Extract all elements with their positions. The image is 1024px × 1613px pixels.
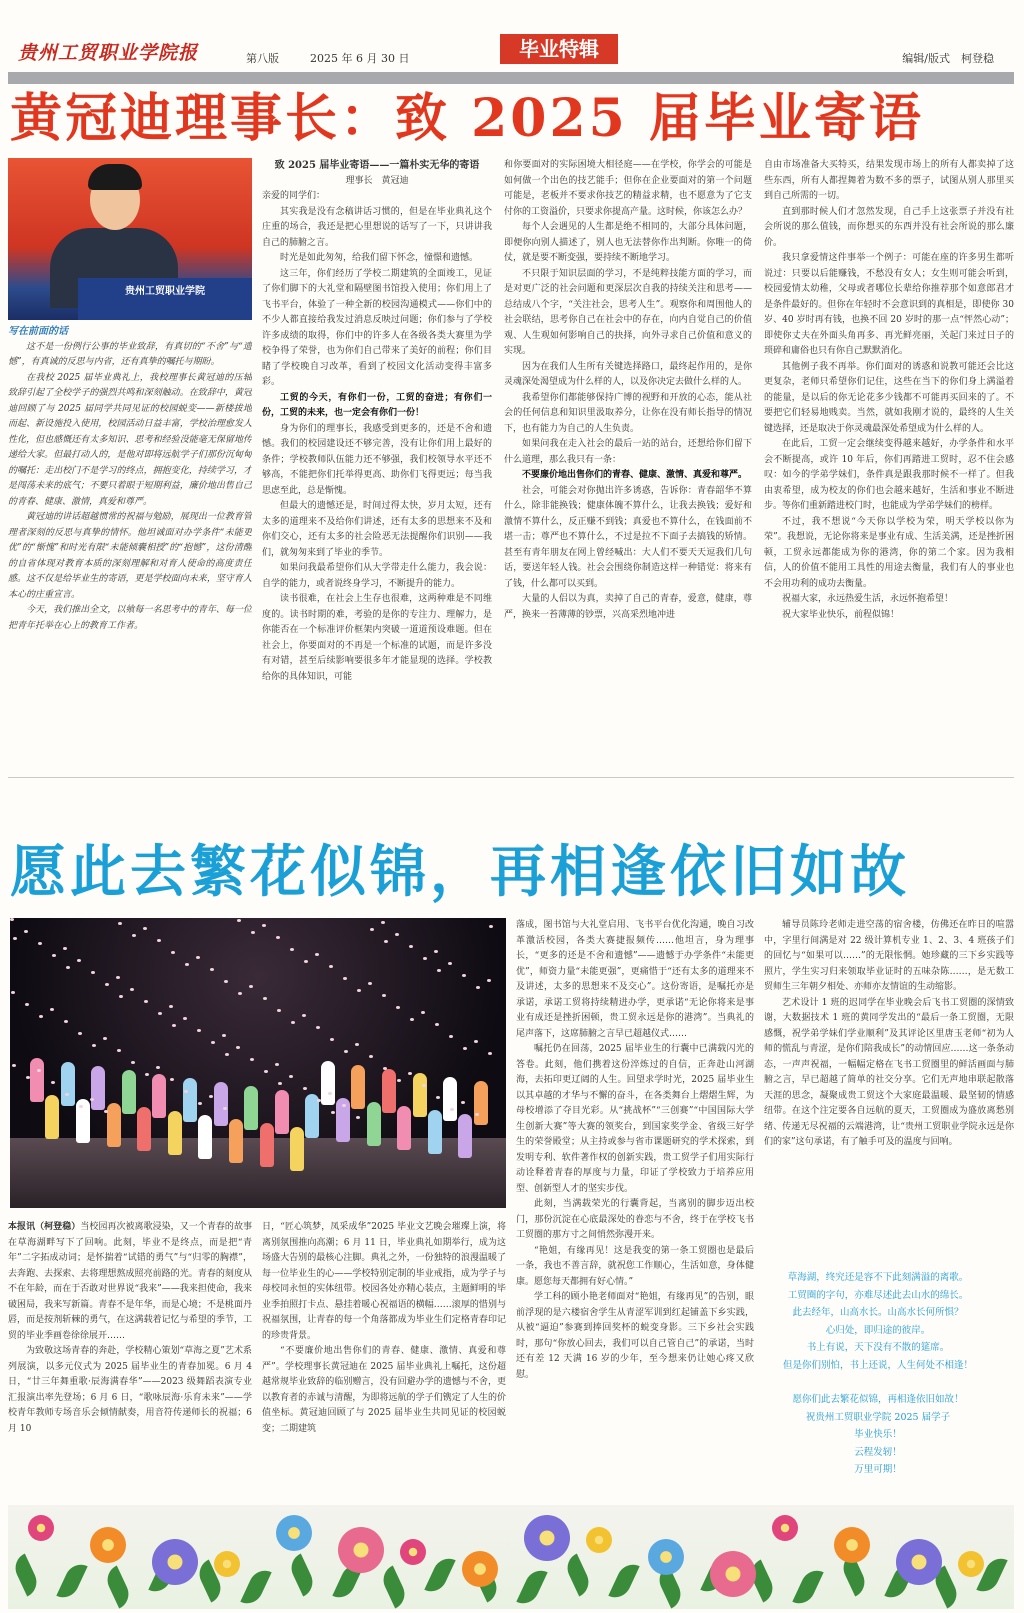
speaker-photo xyxy=(8,158,252,320)
letter-paragraph: 不过，我不想说“今天你以学校为荣，明天学校以你为荣”。我想说，无论你将来是事业有成、生活美满，还是挫折困顿，工贸永远都能成为你的港湾，你的第二个家。因为我相信，人的价值不能用工具性的用途去衡量，我们有人的事业也不会用功利的成功去衡量。 xyxy=(764,516,1014,589)
letter-paragraph: 和你要面对的实际困境大相径庭——在学校，你学会的可能是如何做一个出色的技艺能手；但你在企业要面对的第一个问题可能是，老板并不要求你技艺的精益求精，也不愿意为了它支付你的工资溢价，只要求你提高产量。这时候，你该怎么办？ xyxy=(504,160,752,217)
petal-confetti xyxy=(169,1005,173,1008)
poem-line: 但是你们别怕，书上还说，人生何处不相逢！ xyxy=(782,1359,973,1371)
petal-confetti xyxy=(263,997,267,1000)
dancer-figure xyxy=(61,1062,75,1106)
petal-confetti xyxy=(344,1050,348,1053)
petal-confetti xyxy=(196,956,200,959)
petal-confetti xyxy=(103,1037,107,1040)
petal-confetti xyxy=(223,1107,227,1110)
petal-confetti xyxy=(396,1006,400,1009)
news-lead: 本报讯（柯登稳） xyxy=(8,1222,81,1232)
petal-confetti xyxy=(211,1041,215,1044)
letter-paragraph: 我只拿爱情这件事举一个例子：可能在座的许多男生都听说过：只要以后能赚钱，不愁没有女人；女生则可能会听到，校园爱情太幼稚，父母或者哪位长辈给你推荐那个如意郎君才是条件最好的。但你在年轻时不会意识到的真相是，即使你 30 岁、40 岁时再有钱，也换不回 20 岁时的那一点“怦然心动”；即使你丈夫在外面头角再多、再光鲜亮丽，关起门来过日子的琐碎和庸俗也只有你自己默默消化。 xyxy=(764,253,1014,356)
petal-confetti xyxy=(489,925,493,928)
letter-paragraph: 身为你们的理事长，我感受到更多的，还是不舍和遗憾。我们的校园建设还不够完善，没有让你们用上最好的条件；学校教师队伍能力还不够强，我们校领导水平还不够高，不能把你们托举得更高、助你们飞得更远；每当我思虑至此，总是惭愧。 xyxy=(262,423,492,496)
petal-confetti xyxy=(330,1038,334,1041)
dancer-figure xyxy=(275,1090,289,1134)
petal-confetti xyxy=(251,931,255,934)
petal-confetti xyxy=(198,1102,202,1105)
petal-confetti xyxy=(302,1014,306,1017)
article2-column-2 xyxy=(262,1220,506,1500)
petal-confetti xyxy=(117,1049,121,1052)
petal-confetti xyxy=(158,1012,162,1015)
letter-paragraph: 在此后，工贸一定会继续变得越来越好，办学条件和水平会不断提高，或许 10 年后，你们再踏进工贸时，忍不住会感叹：如今的学弟学妹们，条件真是跟我那时候不一样了。但我由衷希望，成为校友的你们也会越来越好，生活和事业不断进步。等你们重新踏进校门时，也能成为学弟学妹们的榜样。 xyxy=(764,439,1014,511)
dancer-figure xyxy=(458,1114,472,1158)
petal-confetti xyxy=(52,954,56,957)
petal-confetti xyxy=(357,989,361,992)
news-paragraph: 辅导员陈玲老师走进空荡的宿舍楼，仿佛还在昨日的喧嚣中，字里行间满是对 22 级计算机专业 1、2、3、4 班孩子们的回忆与“如果可以……”的无限怅惘。她珍藏的三下乡实践等照片，学生实习归来领取毕业证时的五味杂陈……，是无数工贸师生三年朝夕相处、亦师亦友情谊的生动缩影。 xyxy=(764,920,1014,992)
petal-confetti xyxy=(421,1011,425,1014)
dancer-figure xyxy=(413,1073,427,1117)
dancer-figure xyxy=(397,1106,411,1150)
petal-confetti xyxy=(65,1093,69,1096)
petal-confetti xyxy=(79,1105,83,1108)
petal-confetti xyxy=(450,1108,454,1111)
petal-confetti xyxy=(91,971,95,974)
petal-confetti xyxy=(303,1087,307,1090)
letter-paragraph: 社会，可能会对你抛出许多诱惑，告诉你：青春韶华不算什么，除非能换钱；健康体魄不算什么，让我去换钱；爱好和激情不算什么，反正赚不到钱；真爱也不算什么，在钱面前不堪一击；尊严也不算什么，不过是拉不下面子去搞钱的矫情。甚至有青年朋友在网上曾经喊出：大人们不要天天逗我们几句话，要送年轻人钱。社会会围绕你制造这样一种错觉：将来有了钱，什么都可以买到。 xyxy=(504,485,752,589)
flower-decoration xyxy=(338,1527,384,1573)
dancer-figure xyxy=(260,1123,274,1167)
dancer-figure xyxy=(443,1077,457,1121)
petal-confetti xyxy=(237,919,241,922)
petal-confetti xyxy=(156,1066,160,1069)
news-paragraph: 落成，图书馆与大礼堂启用、飞书平台优化沟通，晚自习改革激活校园，各类大赛捷报频传……他坦言，身为理事长，“更多的还是不舍和遗憾”——遗憾于办学条件“未能更优”，师资力量“未能更强”，更痛惜于“还有太多的道理来不及讲述，太多的思想来不及交心”。这份寄语，是嘱托亦是承诺，承诺工贸将持续精进办学，更承诺“无论你将来是事业有成还是挫折困顿，贵工贸永远是你的港湾”。当典礼的尾声落下，这席肺腑之言早已超越仪式…… xyxy=(516,920,754,1039)
petal-confetti xyxy=(66,966,70,969)
dancer-figure xyxy=(168,1111,182,1155)
letter-paragraph: 如果问我最希望你们从大学带走什么能力，我会说：自学的能力，或者说终身学习，不断提升的能力。 xyxy=(262,563,492,589)
petal-confetti xyxy=(25,1003,29,1006)
petal-confetti xyxy=(382,994,386,997)
speaker-hair xyxy=(88,164,142,190)
petal-confetti xyxy=(384,940,388,943)
dancer-figure xyxy=(152,1074,166,1118)
petal-confetti xyxy=(209,1095,213,1098)
petal-confetti xyxy=(210,968,214,971)
petal-confetti xyxy=(356,1116,360,1119)
article2-column-4 xyxy=(764,918,1014,1258)
petal-confetti xyxy=(423,957,427,960)
flower-decoration xyxy=(152,1539,198,1585)
petal-confetti xyxy=(276,936,280,939)
dancer-figure xyxy=(45,1095,59,1139)
leaf-decoration xyxy=(792,1565,823,1608)
dancer-figure xyxy=(30,1058,44,1102)
edition-label: 第八版 xyxy=(246,52,279,65)
petal-confetti xyxy=(185,963,189,966)
petal-confetti xyxy=(144,1000,148,1003)
article2-headline: 愿此去繁花似锦，再相逢依旧如故 xyxy=(10,839,910,905)
intro-paragraph: 今天，我们推出全文，以飨每一名思考中的青年、每一位把青年托举在心上的教育工作者。 xyxy=(8,605,252,631)
petal-confetti xyxy=(184,1090,188,1093)
petal-confetti xyxy=(278,1082,282,1085)
petal-confetti xyxy=(488,1052,492,1055)
petal-confetti xyxy=(368,982,372,985)
petal-confetti xyxy=(449,1035,453,1038)
section-tag: 毕业特辑 xyxy=(500,34,618,64)
podium: 贵州工贸职业学院 xyxy=(78,278,252,320)
petal-confetti xyxy=(291,1021,295,1024)
petal-confetti xyxy=(408,1072,412,1075)
leaf-decoration xyxy=(378,1565,409,1608)
letter-bold-line: 工贸的今天，有你们一份，工贸的奋进；有你们一份，工贸的未来，也一定会有你们一份！ xyxy=(262,392,492,418)
article1-headline: 黄冠迪理事长：致 2025 届毕业寄语 xyxy=(10,88,924,149)
farewell-poem xyxy=(762,1269,994,1479)
petal-confetti xyxy=(437,969,441,972)
petal-confetti xyxy=(197,1029,201,1032)
petal-confetti xyxy=(397,1079,401,1082)
petal-confetti xyxy=(132,934,136,937)
petal-confetti xyxy=(250,1058,254,1061)
petal-confetti xyxy=(64,1020,68,1023)
petal-confetti xyxy=(224,980,228,983)
petal-confetti xyxy=(38,942,42,945)
petal-confetti xyxy=(476,986,480,989)
flower-decoration xyxy=(90,1527,126,1563)
petal-confetti xyxy=(90,1098,94,1101)
poem-spacer xyxy=(762,1374,994,1391)
dancer-figure xyxy=(321,1061,335,1105)
petal-confetti xyxy=(436,1096,440,1099)
article1-column-4 xyxy=(764,158,1014,718)
petal-confetti xyxy=(11,991,15,994)
petal-confetti xyxy=(370,928,374,931)
letter-paragraph: 自由市场准备大买特买，结果发现市场上的所有人都卖掉了这些东西，所有人都捏舞着为数不多的票子，试图从别人那里买到自己所需的一切。 xyxy=(764,160,1014,201)
leaf-decoration xyxy=(516,1565,547,1608)
dancer-figure xyxy=(229,1119,243,1163)
intro-paragraph: 这不是一份例行公事的毕业致辞，有真切的“不舍”与“遗憾”，有真诚的反思与内省，还有真挚的嘱托与期盼。 xyxy=(8,341,252,367)
petal-confetti xyxy=(78,1032,82,1035)
letter-paragraph: 但最大的遗憾还是，时间过得太快，岁月太短，还有太多的道理来不及给你们讲述，还有太多的思想来不及和你们交心，还有太多的社会险恶无法提醒你们识别——我们，就匆匆来到了毕业的季节。 xyxy=(262,501,492,558)
petal-confetti xyxy=(409,945,413,948)
petal-confetti xyxy=(381,921,385,924)
flower-decoration xyxy=(896,1539,942,1585)
issue-date: 2025 年 6 月 30 日 xyxy=(310,52,410,65)
graduation-stage-photo xyxy=(10,918,506,1208)
petal-confetti xyxy=(383,1067,387,1070)
letter-paragraph: 亲爱的同学们： xyxy=(262,191,326,201)
petal-confetti xyxy=(249,985,253,988)
leaf-decoration xyxy=(102,1565,133,1608)
petal-confetti xyxy=(422,1084,426,1087)
dancer-figure xyxy=(244,1086,258,1130)
petal-confetti xyxy=(37,1069,41,1072)
petal-confetti xyxy=(225,1053,229,1056)
petal-confetti xyxy=(262,924,266,927)
dancer-figure xyxy=(290,1127,304,1171)
news-paragraph: 嘱托仍在回荡，2025 届毕业生的行囊中已满载闪光的答卷。此刻，他们携着这份淬炼过的自信，正奔赴山河湖海，去拓印更辽阔的人生。回望求学时光，2025 届毕业生以其卓越的才华与不懈的奋斗，在各类舞台上熠熠生辉，为母校增添了夺目光彩。从“挑战杯”“三创赛”“中国国际大学生创新大赛”等大赛的领奖台，到国家奖学金、省级三好学生的荣誉殿堂；从主持或参与省市课题研究的学术探索，到发明专利、软件著作权的创新实践，贵工贸学子们用实际行动诠释着青春的厚度与力量，印证了学校致力于培养应用型、创新型人才的坚实步伐。 xyxy=(516,1044,754,1194)
letter-bold-line: 不要廉价地出售你们的青春、健康、激情、真爱和尊严。 xyxy=(522,470,748,480)
petal-confetti xyxy=(317,1099,321,1102)
petal-confetti xyxy=(92,1044,96,1047)
petal-confetti xyxy=(157,939,161,942)
petal-confetti xyxy=(461,1101,465,1104)
news-paragraph: 日，“匠心筑梦，凤采成华”2025 毕业文艺晚会璀璨上演，将离别氛围推向高潮；6 月 11 日，毕业典礼如期举行，成为这场盛大告别的最核心注脚。典礼之外，一份独特的浪漫温暖了每一位毕业生的心——学校特别定制的毕业戒指，成为学子与母校同永恒的实体纽带。校园各处亦精心装点，主题鲜明的毕业季拍照打卡点、悬挂着暖心祝福语的横幅……滚厚的惜别与祝福氛围，让青春的每一个角落都成为毕业生们定格青春印记的珍贵背景。 xyxy=(262,1222,506,1341)
petal-confetti xyxy=(315,953,319,956)
letter-paragraph: 其实我是没有念稿讲话习惯的，但是在毕业典礼这个庄重的场合，我还是把心里想说的话写了一下，只讲讲我自己的肺腑之言。 xyxy=(262,206,492,248)
dancer-figure xyxy=(183,1078,197,1122)
petal-confetti xyxy=(13,937,17,940)
petal-confetti xyxy=(328,1092,332,1095)
petal-confetti xyxy=(463,1047,467,1050)
petal-confetti xyxy=(410,1018,414,1021)
dancer-figure xyxy=(198,1115,212,1159)
poem-line: 祝贵州工贸职业学院 2025 届学子 xyxy=(805,1411,951,1423)
petal-confetti xyxy=(290,948,294,951)
article2-column-1 xyxy=(8,1220,252,1500)
petal-confetti xyxy=(355,1043,359,1046)
petal-confetti xyxy=(119,995,123,998)
petal-confetti xyxy=(172,1024,176,1027)
dancer-figure xyxy=(91,1066,105,1110)
section-divider xyxy=(8,777,1014,778)
news-paragraph: 此刻，当满载荣光的行囊背起，当离别的脚步迈出校门，那份沉淀在心底最深处的眷恋与不舍，终于在学校飞书工贸圈的那方寸之间悄然弥漫开来。 xyxy=(516,1199,754,1240)
letter-paragraph: 因为在我们人生所有关键选择路口，最终起作用的，是你灵魂深处渴望成为什么样的人，以及你决定去做什么样的人。 xyxy=(504,361,752,387)
flower-decoration xyxy=(400,1539,426,1565)
news-text: 当校园再次被离歌浸染，又一个青春的故事在草海湖畔写下了回响。此刻，毕业不是终点，而是把“青年”二字拓成动词；是怀揣着“试错的勇气”与“归零的胸襟”，去奔跑、去探索、去将理想熬成照亮前路的光。青春的刻度从不在年龄，而在于否敢对世界说“我来”——我来担使命，我来破困局，我来写新篇。青春不是年华，而是心境；不是桃面丹唇，而是按剂斩棘的勇气，在这满载着记忆与希望的季节，工贸的毕业季画卷徐徐展开…… xyxy=(8,1222,252,1341)
petal-confetti xyxy=(50,1008,54,1011)
letter-paragraph: 时光是如此匆匆，给我们留下怀念，憧憬和遗憾。 xyxy=(280,253,479,263)
leaf-decoration xyxy=(608,1559,639,1602)
petal-confetti xyxy=(105,983,109,986)
newspaper-name: 贵州工贸职业学院报 xyxy=(18,42,199,64)
letter-paragraph: 祝福大家，永远热爱生活，永远怀抱希望！ xyxy=(782,594,954,604)
news-paragraph: 艺术设计 1 班的迟同学在毕业晚会后飞书工贸圈的深情致谢，大数据技术 1 班的黄同学发出的“最后一条工贸圈，无限感慨，祝学弟学妹们学业顺利”及其评论区里唐玉老师“初为人师的慌乱与青涩，是你们陪我成长”的动情回应……这一条条动态，一声声祝福，一幅幅定格在飞书工贸圈里的鲜活画面与肺腑之言，早已超越了简单的社交分享。它们无声地串联起散落天涯的思念，凝聚成贵工贸这个大家庭最温暖、最坚韧的情感纽带。在这个注定要各自远航的夏天，工贸圈成为盛放离愁别绪、传递无尽祝福的云端港湾，让“贵州工贸职业学院永远是你们的家”这句承诺，有了触手可及的温度与回响。 xyxy=(764,997,1014,1147)
dancer-figure xyxy=(137,1107,151,1151)
flower-decoration xyxy=(586,1527,612,1553)
poem-line: 毕业快乐！ xyxy=(854,1429,902,1440)
petal-confetti xyxy=(171,951,175,954)
petal-confetti xyxy=(24,930,28,933)
letter-paragraph: 如果问我在走入社会的最后一站的站台，还想给你们留下什么道理，那么我只有一条： xyxy=(504,439,752,465)
flower-decoration xyxy=(524,1515,570,1561)
leaf-decoration xyxy=(10,1553,41,1596)
petal-confetti xyxy=(104,1110,108,1113)
flower-decoration xyxy=(28,1515,54,1541)
dancer-figure xyxy=(122,1070,136,1114)
petal-confetti xyxy=(145,1073,149,1076)
poem-line: 云程发轫！ xyxy=(854,1446,902,1458)
petal-confetti xyxy=(131,1061,135,1064)
petal-confetti xyxy=(170,1078,174,1081)
petal-confetti xyxy=(39,1015,43,1018)
flower-decoration xyxy=(462,1551,498,1587)
petal-confetti xyxy=(395,933,399,936)
leaf-decoration xyxy=(562,1553,593,1596)
petal-confetti xyxy=(277,1009,281,1012)
flower-decoration xyxy=(214,1551,240,1577)
letter-title: 致 2025 届毕业寄语——一篇朴实无华的寄语 xyxy=(274,160,480,171)
dancer-figure xyxy=(351,1065,365,1109)
dancer-figure xyxy=(428,1110,442,1154)
petal-confetti xyxy=(343,977,347,980)
petal-confetti xyxy=(304,960,308,963)
masthead-rule xyxy=(8,72,1014,84)
petal-confetti xyxy=(10,918,14,921)
petal-confetti xyxy=(474,1040,478,1043)
letter-paragraph: 其他例子我不再举。你们面对的诱惑和说教可能还会比这更复杂，老师只希望你们记住，这些在当下的你们身上满溢着的能量，是以后的你无论花多少钱都不可能再买回来的了。不要把它们轻易地贱卖。当然，就如我刚才说的，最终的人生关键选择，还是取决于你灵魂最深处希望成为什么样的人。 xyxy=(764,361,1014,434)
petal-confetti xyxy=(51,1081,55,1084)
flower-decoration xyxy=(710,1551,756,1597)
petal-confetti xyxy=(329,965,333,968)
petal-confetti xyxy=(12,1064,16,1067)
letter-paragraph: 祝大家毕业快乐，前程似锦！ xyxy=(782,609,900,620)
flower-decoration xyxy=(772,1515,798,1541)
petal-confetti xyxy=(143,927,147,930)
article1-intro xyxy=(8,324,252,714)
poem-line: 草海湖，终究还是容不下此刻满溢的离歌。 xyxy=(787,1272,969,1283)
masthead xyxy=(10,32,1014,66)
leaf-decoration xyxy=(240,1565,271,1608)
leaf-decoration xyxy=(286,1553,317,1596)
news-paragraph: “不要廉价地出售你们的青春、健康、激情、真爱和尊严”。学校理事长黄冠迪在 2025 届毕业典礼上嘱托，这份超越常规毕业致辞的临别赠言，没有回避办学的遗憾与不舍，更以教育者的赤诚与清醒，为即将远航的学子们镌定了人生的价值坐标。黄冠迪回顾了与 2025 届毕业生共同见证的校园蜕变；二期建筑 xyxy=(262,1346,506,1434)
poem-line: 书上有说，天下没有不散的筵席。 xyxy=(806,1342,950,1353)
news-paragraph: 学工科的顾小艳老师面对“艳姐，有缘再见”的告别，眼前浮现的是六楼宿舍学生从青涩军训到红起铺盖下乡实践，从被“逼迫”参赛到捧回奖杯的蜕变身影。三下乡社会实践时，那句“你放心回去，我们可以自己管自己”的承诺，当时还有差 12 天满 16 岁的少年，至今想来仍让她心疼又欣慰。 xyxy=(516,1292,754,1380)
letter-paragraph: 大量的人侣以为真，卖掉了自己的青春，爱意，健康，尊严，换来一苔薄薄的钞票，兴高采烈地冲进 xyxy=(504,594,752,620)
poem-line: 此去经年，山高水长。山高水长何所惧？ xyxy=(792,1307,964,1318)
petal-confetti xyxy=(118,922,122,925)
letter-paragraph: 读书很难，在社会上生存也很难，这两种难是不同维度的。读书时期的难，考验的是你的专注力、理解力，是你能否在一个标准评价框架内突破一道道预设难题。但在社会上，你要面对的不再是一个标准的试题，而是许多没有对错，甚至后续影响要很多年才能显现的选择。学校教给你的具体知识，可能 xyxy=(262,594,492,682)
petal-confetti xyxy=(316,1026,320,1029)
petal-confetti xyxy=(264,1070,268,1073)
letter-paragraph: 我希望你们都能够保持广博的视野和开放的心态，能从社会的任何信息和知识里汲取养分，让你在没有师长指导的情况下，也有能力为自己的人生负责。 xyxy=(504,392,752,434)
petal-confetti xyxy=(435,1023,439,1026)
dancer-figure xyxy=(214,1082,228,1126)
petal-confetti xyxy=(342,1104,346,1107)
petal-confetti xyxy=(26,1076,30,1079)
intro-paragraph: 黄冠迪的讲话超越惯常的祝福与勉励，展现出一位教育管理者深刻的反思与真挚的情怀。他坦诚面对办学条件“未能更优”的“惭愧”和时光有限“未能倾囊相授”的“抱憾”，这份清醒的自省体现对教育本质的深刻理解和对育人使命的高度责任感。这不仅是给毕业生的寄语，更是学校面向未来，坚守育人本心的庄重宣言。 xyxy=(8,512,252,600)
petal-confetti xyxy=(238,992,242,995)
petal-confetti xyxy=(369,1055,373,1058)
petal-confetti xyxy=(236,1046,240,1049)
flower-decoration xyxy=(958,1551,984,1577)
flower-decoration xyxy=(834,1527,870,1563)
petal-confetti xyxy=(475,1113,479,1116)
petal-confetti xyxy=(63,947,67,950)
leaf-decoration xyxy=(424,1553,455,1596)
dancer-figure xyxy=(367,1102,381,1146)
petal-confetti xyxy=(434,950,438,953)
dancer-figure xyxy=(474,1081,488,1125)
petal-confetti xyxy=(77,959,81,962)
leaf-decoration xyxy=(56,1559,87,1602)
letter-paragraph: 直到那时候人们才忽然发现，自己手上这张票子并没有社会所说的那么值钱，而你想买的东西并没有社会所说的那么廉价。 xyxy=(764,206,1014,248)
poem-line: 愿你们此去繁花似锦，再相逢依旧如故！ xyxy=(792,1394,964,1405)
petal-confetti xyxy=(289,1075,293,1078)
dancer-figure xyxy=(107,1103,121,1147)
flower-border-decoration xyxy=(8,1505,1014,1609)
petal-confetti xyxy=(130,988,134,991)
poem-line: 心归处，即归途的彼岸。 xyxy=(825,1324,931,1336)
petal-confetti xyxy=(448,962,452,965)
news-paragraph: “艳姐，有缘再见！这是我变的第一条工贸圈也是最后一条，我也不善言辞，就祝您工作顺心，生活如意，身体健康。愿您每天都拥有好心情。” xyxy=(516,1245,754,1287)
flower-decoration xyxy=(276,1515,312,1551)
news-paragraph xyxy=(8,1220,252,1344)
poem-line: 工贸圈的字句，亦难尽述此去山水的绵长。 xyxy=(787,1289,969,1301)
dancer-figure xyxy=(382,1069,396,1113)
letter-paragraph: 不只限于知识层面的学习，不是纯粹技能方面的学习，而是对更广泛的社会问题和更深层次自我的持续关注和思考——总结成八个字，“关注社会，思考人生”。观察你和周围他人的社会联结，思考你自己在社会中的存在，向内自觉自己的价值观、人生观如何影响自己的抉择，向外寻求自己价值和意义的实现。 xyxy=(504,268,752,356)
petal-confetti xyxy=(116,976,120,979)
news-paragraph: 为致敬这场青春的奔赴，学校精心策划“草海之夏”艺术系列展演，以多元仪式为 2025 届毕业生的青春加冕。6 月 4 日，“廿三年舞重歌·辰海满春华”——2023 级舞蹈表演专业汇报演出率先登场；6 月 6 日，“歌咏辰海·乐育未来”——学校青年教师专场音乐会倾情献奏，用音符传递师长的祝福；6 月 10 xyxy=(8,1346,252,1434)
editor-credit: 编辑/版式 柯登稳 xyxy=(902,52,994,65)
letter-byline: 理事长 黄冠迪 xyxy=(345,175,409,186)
article1-column-3 xyxy=(504,158,752,718)
petal-confetti xyxy=(183,1017,187,1020)
article1-column-2 xyxy=(262,158,492,718)
intro-paragraph: 在我校 2025 届毕业典礼上，我校理事长黄冠迪的压轴致辞引起了全校学子的强烈共鸣和深刻触动。在致辞中，黄冠迪回顾了与 2025 届同学共同见证的校园蜕变——新楼拔地而起、新设施投入使用，校园活动日益丰富，学校治理愈发人性化，但也感慨还有太多知识、思考和经验没能毫无保留地传递给大家。但最打动人的，是他对即将远航学子们那份沉甸甸的嘱托：走出校门不是学习的终点，拥抱变化，持续学习，才是闯荡未来的底气；不要只着眼于短期利益，廉价地出售自己的青春、健康、激情，真爱和尊严。 xyxy=(8,372,252,507)
petal-confetti xyxy=(275,1063,279,1066)
poem-line: 万里可期！ xyxy=(854,1464,902,1475)
letter-paragraph: 每个人会遇见的人生都是绝不相同的，大部分具体问题，即便你向别人描述了，别人也无法替你作出判断。你唯一的倚仗，就是要不断变强，要持续不断地学习。 xyxy=(504,222,752,263)
letter-paragraph: 这三年，你们经历了学校二期建筑的全面竣工，见证了你们脚下的大礼堂和隔壁图书馆投入使用；你们用上了飞书平台，体验了一种全新的校园沟通模式——你们中的不少人都直接给我发过消息反映过问题；你们参与了学校许多成绩的取得，你们中的许多人在各级各类大赛里为学校争得了荣誉，也为你们自己带来了美好的前程；你们目睹了学校晚自习改革，看到了校园文化活动变得丰富多彩。 xyxy=(262,268,492,387)
petal-confetti xyxy=(487,979,491,982)
petal-confetti xyxy=(222,1034,226,1037)
article2-column-3 xyxy=(516,918,754,1500)
intro-title: 写在前面的话 xyxy=(8,326,68,337)
flower-decoration xyxy=(648,1539,684,1575)
petal-confetti xyxy=(331,1111,335,1114)
petal-confetti xyxy=(462,974,466,977)
